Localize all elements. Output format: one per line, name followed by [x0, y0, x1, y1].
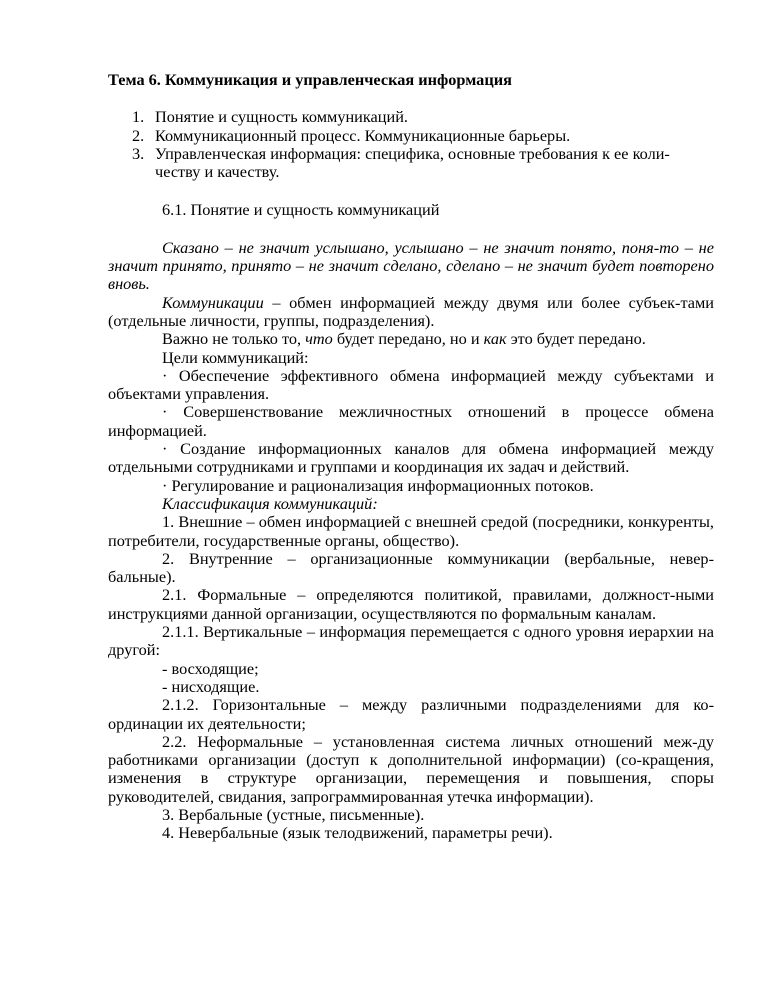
definition-text: – обмен информацией между двумя или более субъек-тами (отдельные личности, группы, подразделения). — [108, 292, 714, 330]
document-page — [108, 71, 714, 843]
definition-term: Коммуникации — [162, 292, 264, 312]
epigraph — [108, 239, 714, 294]
important-text: Важно не только то, — [162, 329, 306, 349]
important-text: будет передано, но и — [332, 329, 484, 349]
classification-item: 2.1. Формальные – определяются политикой, правилами, должност-ными инструкциями данной организации, осуществляются по формальным каналам. — [108, 585, 714, 623]
classification-item: 2.1.2. Горизонтальные – между различными подразделениями для ко-ординации их деятельности; — [108, 695, 714, 733]
section-body — [108, 239, 714, 843]
topic-list — [108, 108, 714, 181]
classification-heading — [108, 495, 714, 513]
important-paragraph — [108, 330, 714, 348]
classification-item: 2.2. Неформальные – установленная система личных отношений меж-ду работниками организации (доступ к дополнительной информации) (со-кращения, изменения в структуре организации, перемещения и повышения, споры руководителей, свидания, запрограммированная утечка информации). — [108, 731, 714, 806]
topic-number: 2. — [132, 125, 145, 145]
topic-item — [108, 145, 714, 182]
topic-item — [108, 127, 714, 145]
topic-item — [108, 108, 714, 126]
classification-item: 3. Вербальные (устные, письменные). — [162, 804, 425, 824]
classification-item: 1. Внешние – обмен информацией с внешней средой (посредники, конкуренты, потребители, государственные органы, общество). — [108, 512, 714, 550]
goal-item: · Обеспечение эффективного обмена информацией между субъектами и объектами управления. — [108, 365, 714, 404]
topic-number: 3. — [132, 143, 145, 163]
classification-item: 4. Невербальные (язык телодвижений, параметры речи). — [162, 823, 553, 843]
topic-text: Управленческая информация: специфика, основные требования к ее коли-честву и качеству. — [155, 143, 670, 182]
topic-text: Понятие и сущность коммуникаций. — [155, 107, 408, 127]
definition-paragraph — [108, 294, 714, 331]
classification-heading-text: Классификация коммуникаций: — [162, 493, 378, 513]
goal-item: · Совершенствование межличностных отношений в процессе обмена информацией. — [108, 402, 714, 440]
document-title: Тема 6. Коммуникация и управленческая информация — [108, 70, 512, 89]
topic-text: Коммуникационный процесс. Коммуникационные барьеры. — [155, 125, 571, 145]
classification-item: - восходящие; — [162, 658, 259, 678]
important-text: это будет передано. — [506, 329, 646, 349]
classification-item: - нисходящие. — [162, 676, 260, 696]
emphasis-how: как — [483, 329, 507, 349]
emphasis-what: что — [305, 329, 333, 349]
goal-item: · Создание информационных каналов для обмена информацией между отдельными сотрудниками и группами и координация их задач и действий. — [108, 439, 714, 477]
goal-item: · Регулирование и рационализация информационных потоков. — [162, 475, 594, 495]
goals-heading: Цели коммуникаций: — [162, 347, 309, 367]
classification-item: 2. Внутренние – организационные коммуникации (вербальные, невер-бальные). — [108, 548, 714, 587]
section-heading: 6.1. Понятие и сущность коммуникаций — [162, 200, 440, 220]
epigraph-text: Сказано – не значит услышано, услышано – не значит понято, поня-то – не значит принято, принято – не значит сделано, сделано – не значит будет повторено вновь. — [108, 237, 714, 294]
classification-item: 2.1.1. Вертикальные – информация перемещается с одного уровня иерархии на другой: — [108, 622, 714, 660]
topic-number: 1. — [132, 107, 145, 127]
